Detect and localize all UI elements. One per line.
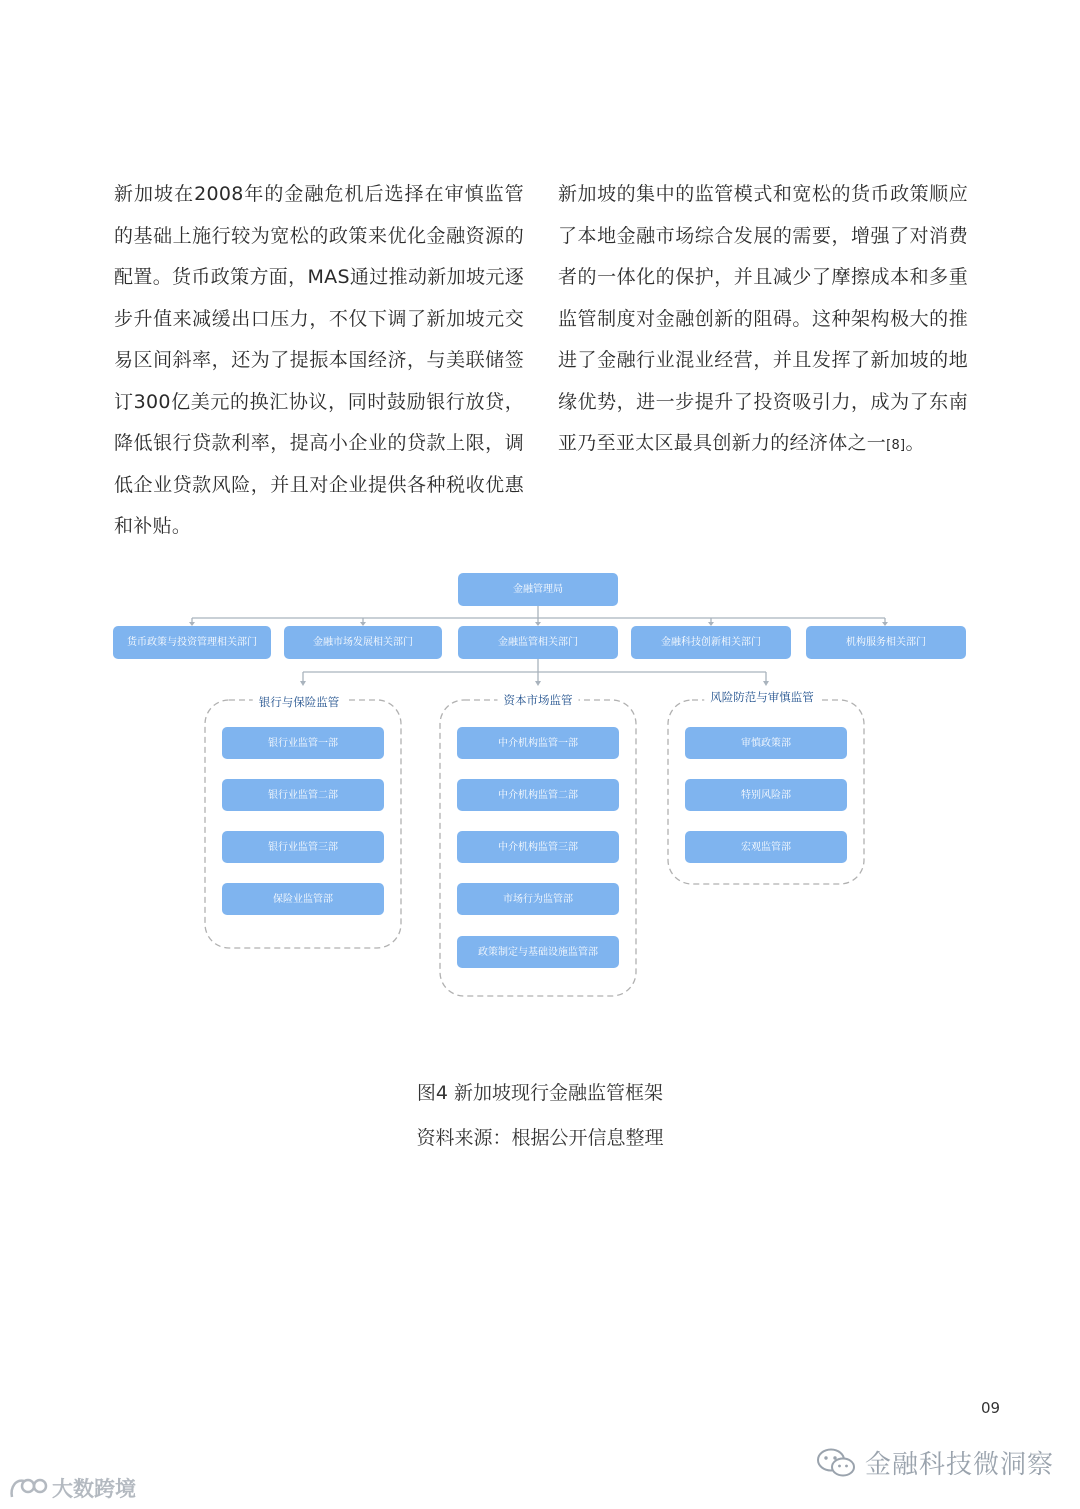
root-node [458, 573, 618, 606]
watermark-left [8, 1473, 136, 1503]
unit-label: 中介机构监管一部 [498, 737, 578, 749]
unit-node [222, 883, 384, 915]
group-title-capital-market: 资本市场监管 [498, 692, 579, 708]
org-chart [0, 560, 1080, 1010]
arrow-group-3 [763, 681, 769, 686]
unit-label: 中介机构监管三部 [498, 841, 578, 853]
unit-node [685, 727, 847, 759]
dept-node-market-development [284, 626, 442, 659]
dept-node-fintech [631, 626, 791, 659]
watermark-left-text: 大数跨境 [52, 1477, 136, 1501]
unit-label: 宏观监管部 [741, 841, 791, 853]
unit-node [222, 831, 384, 863]
unit-node [222, 727, 384, 759]
right-paragraph-text: 新加坡的集中的监管模式和宽松的货币政策顺应了本地金融市场综合发展的需要，增强了对消费者的一体化的保护，并且减少了摩擦成本和多重监管制度对金融创新的阻碍。这种架构极大的推进了金融行业混业经营，并且发挥了新加坡的地缘优势，进一步提升了投资吸引力，成为了东南亚乃至亚太区最具创新力的经济体之一 [558, 183, 968, 454]
arrow-group-1 [300, 681, 306, 686]
right-paragraph-end: 。 [905, 432, 925, 454]
dept-label: 金融科技创新相关部门 [661, 637, 761, 648]
watermark-right [815, 1444, 1054, 1481]
page-number: 09 [981, 1399, 1001, 1417]
left-paragraph-text: 新加坡在2008年的金融危机后选择在审慎监管的基础上施行较为宽松的政策来优化金融资源的配置。货币政策方面，MAS通过推动新加坡元逐步升值来减缓出口压力，不仅下调了新加坡元交易区间斜率，还为了提振本国经济，与美联储签订300亿美元的换汇协议，同时鼓励银行放贷，降低银行贷款利率，提高小企业的贷款上限，调低企业贷款风险，并且对企业提供各种税收优惠和补贴。 [114, 183, 524, 537]
unit-node [457, 727, 619, 759]
unit-label: 银行业监管一部 [268, 737, 338, 749]
dept-label: 货币政策与投资管理相关部门 [127, 637, 257, 648]
unit-node [457, 883, 619, 915]
figure-caption: 图4 新加坡现行金融监管框架 [416, 1082, 664, 1104]
unit-node [222, 779, 384, 811]
unit-label: 审慎政策部 [741, 737, 791, 749]
dept-node-monetary [113, 626, 271, 659]
unit-label: 保险业监管部 [273, 893, 333, 905]
unit-node [457, 831, 619, 863]
right-paragraph [558, 174, 968, 467]
dept-label: 金融市场发展相关部门 [313, 637, 413, 648]
dept-node-institution-services [806, 626, 966, 659]
logo-icon [8, 1475, 48, 1501]
unit-label: 银行业监管二部 [268, 789, 338, 801]
source-caption: 资料来源：根据公开信息整理 [416, 1127, 664, 1149]
unit-label: 中介机构监管二部 [498, 789, 578, 801]
root-node-label: 金融管理局 [513, 584, 563, 595]
unit-node [457, 779, 619, 811]
unit-node [457, 936, 619, 968]
group-title-bank-insurance: 银行与保险监管 [253, 694, 346, 710]
left-paragraph [114, 174, 524, 548]
group-title-risk-prudential: 风险防范与审慎监管 [704, 689, 820, 705]
wechat-icon [815, 1446, 857, 1480]
dept-label: 机构服务相关部门 [846, 637, 926, 648]
watermark-right-text: 金融科技微洞察 [865, 1450, 1055, 1480]
arrow-group-2 [535, 681, 541, 686]
unit-label: 银行业监管三部 [268, 841, 338, 853]
dept-label: 金融监管相关部门 [498, 637, 578, 648]
unit-label: 特别风险部 [741, 789, 791, 801]
unit-label: 市场行为监管部 [503, 893, 573, 905]
citation-ref: [8] [886, 438, 906, 453]
unit-label: 政策制定与基础设施监管部 [478, 946, 598, 958]
unit-node [685, 779, 847, 811]
unit-node [685, 831, 847, 863]
dept-node-supervision [458, 626, 618, 659]
